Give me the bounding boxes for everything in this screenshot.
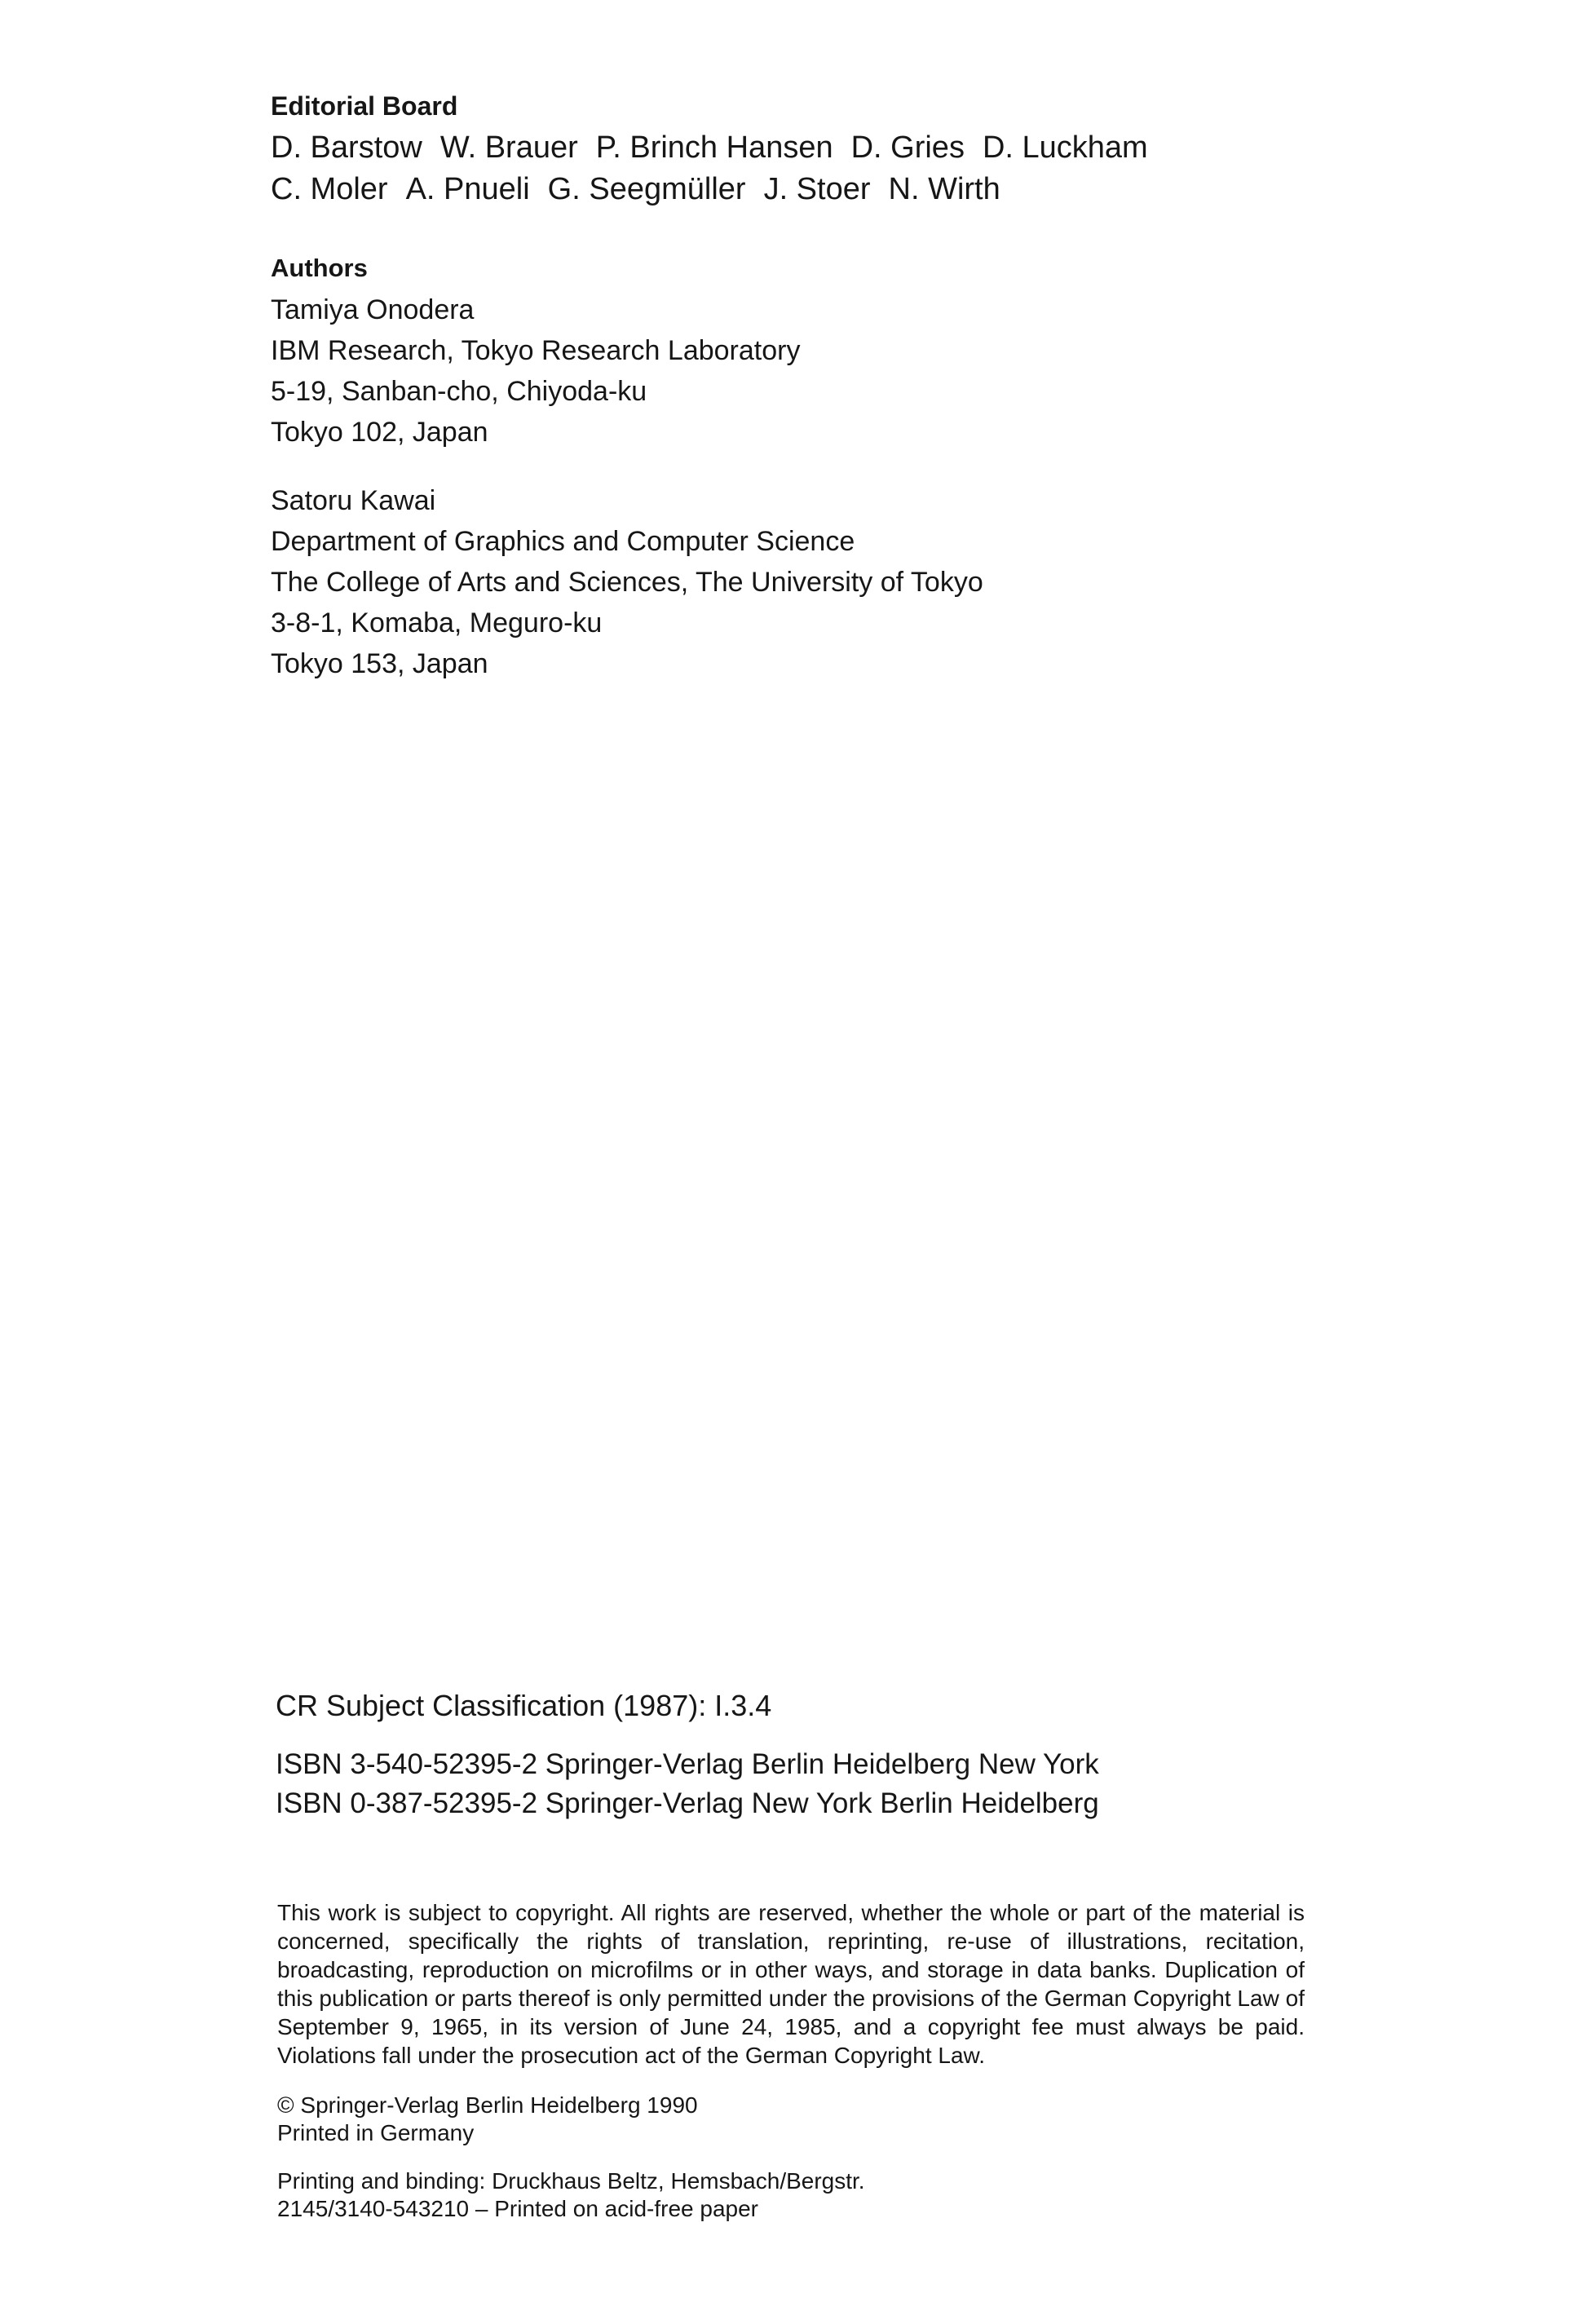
editorial-board-row	[271, 169, 1166, 210]
board-member: J. Stoer	[763, 172, 871, 206]
isbn-line: ISBN 0-387-52395-2 Springer-Verlag New York Berlin Heidelberg	[276, 1787, 1099, 1819]
copyright-notice: This work is subject to copyright. All rights are reserved, whether the whole or part of the material is concerned, specifically the rights of translation, reprinting, re-use of illustrations, recitation, broadcasting, reproduction on microfilms or in other ways, and storage in data banks. Duplication of this publication or parts thereof is only permitted under the provisions of the German Copyright Law of September 9, 1965, in its version of June 24, 1985, and a copyright fee must always be paid. Violations fall under the prosecution act of the German Copyright Law.	[277, 1900, 1305, 2068]
editorial-board-names	[271, 127, 1166, 210]
board-member: G. Seegmüller	[547, 172, 746, 206]
printed-in: Printed in Germany	[277, 2120, 475, 2145]
author-address-block	[271, 289, 800, 453]
editorial-board-row	[271, 127, 1166, 169]
author-city: Tokyo 102, Japan	[271, 417, 488, 448]
board-member: P. Brinch Hansen	[595, 130, 833, 165]
author-name: Tamiya Onodera	[271, 294, 475, 325]
board-member: D. Gries	[850, 130, 965, 165]
isbn-block	[276, 1745, 1099, 1823]
copyright-line: © Springer-Verlag Berlin Heidelberg 1990	[277, 2092, 698, 2118]
authors-heading: Authors	[271, 254, 368, 282]
board-member: C. Moler	[271, 172, 388, 206]
board-member: N. Wirth	[888, 172, 1000, 206]
author-affiliation: The College of Arts and Sciences, The University of Tokyo	[271, 567, 983, 598]
subject-classification: CR Subject Classification (1987): I.3.4	[276, 1689, 772, 1722]
author-street: 3-8-1, Komaba, Meguro-ku	[271, 608, 603, 638]
isbn-line: ISBN 3-540-52395-2 Springer-Verlag Berlin Heidelberg New York	[276, 1748, 1099, 1780]
author-affiliation: IBM Research, Tokyo Research Laboratory	[271, 335, 801, 366]
publisher-info	[277, 2092, 698, 2147]
board-member: D. Luckham	[982, 130, 1148, 165]
print-code: 2145/3140-543210 – Printed on acid-free paper	[277, 2196, 758, 2221]
printing-info	[277, 2167, 865, 2223]
printing-binding: Printing and binding: Druckhaus Beltz, Hemsbach/Bergstr.	[277, 2168, 865, 2194]
board-member: D. Barstow	[271, 130, 422, 165]
author-street: 5-19, Sanban-cho, Chiyoda-ku	[271, 376, 647, 407]
author-name: Satoru Kawai	[271, 485, 436, 516]
author-address-block	[271, 480, 983, 684]
author-city: Tokyo 153, Japan	[271, 648, 488, 679]
board-member: W. Brauer	[439, 130, 578, 165]
editorial-board-heading: Editorial Board	[271, 91, 458, 121]
board-member: A. Pnueli	[405, 172, 530, 206]
author-department: Department of Graphics and Computer Science	[271, 526, 855, 557]
